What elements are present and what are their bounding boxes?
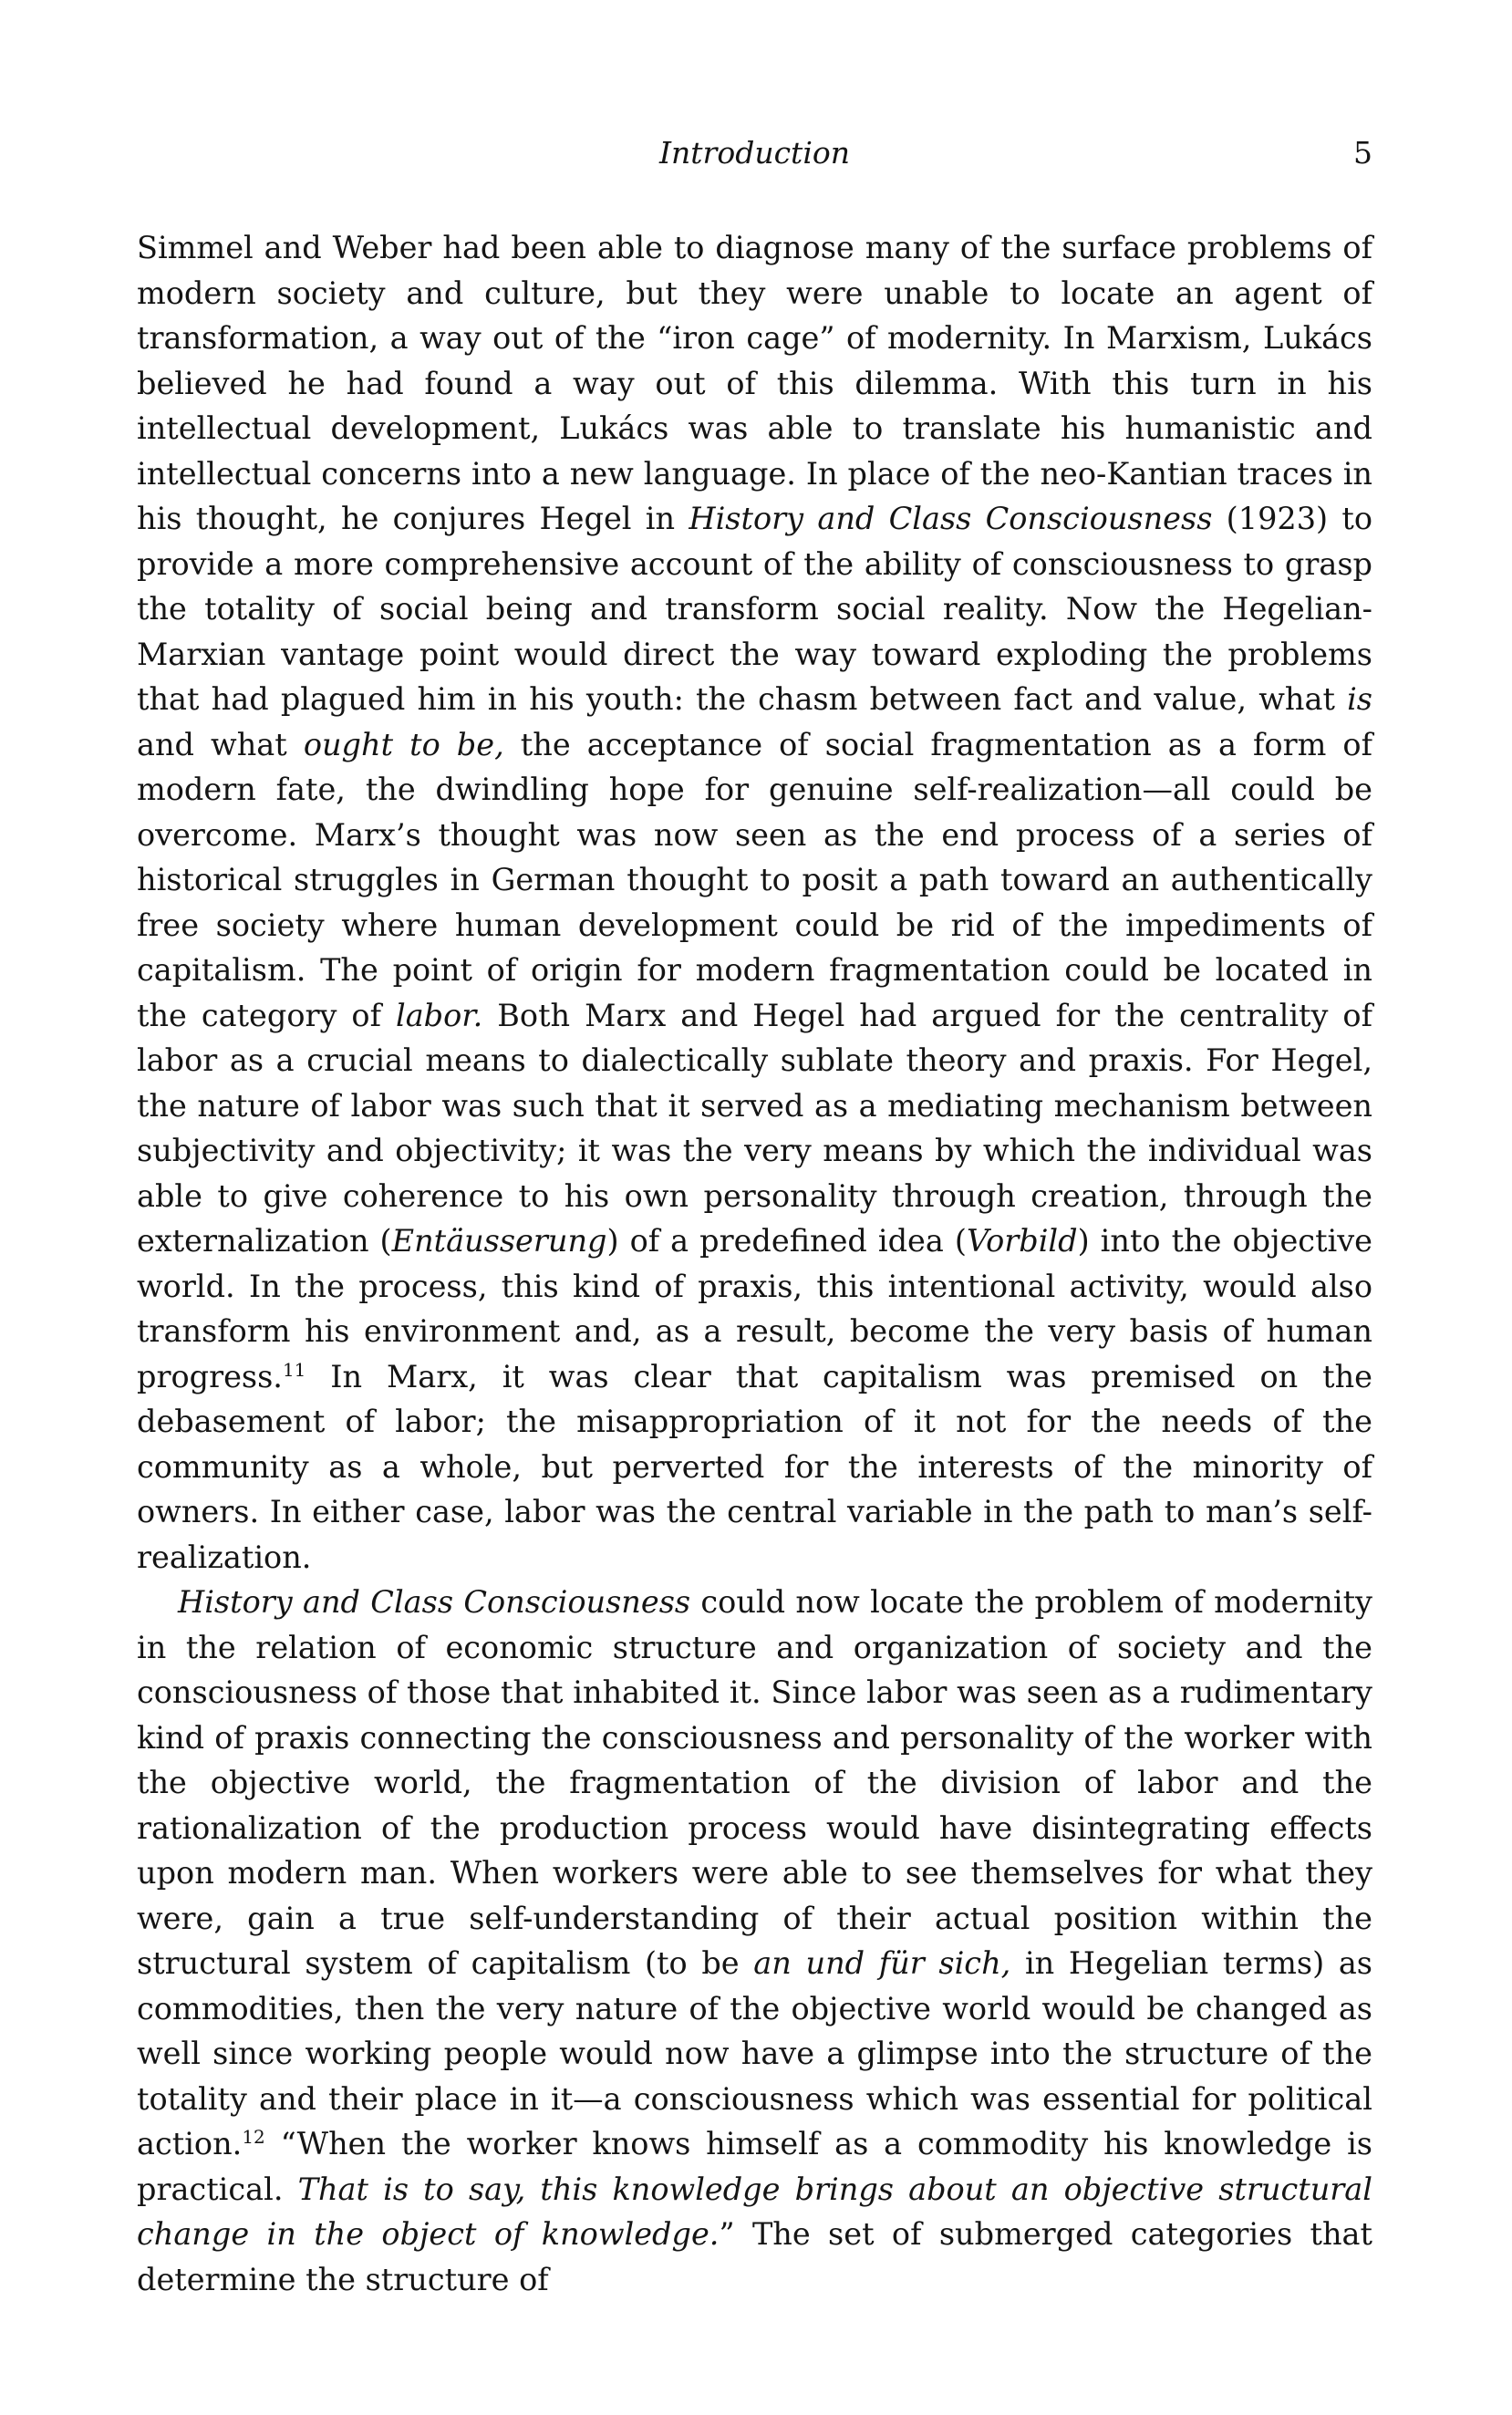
paragraph-2 bbox=[137, 1580, 1372, 2302]
text-run: Both Marx and Hegel had argued for the centrality of labor as a crucial means to dialectically sublate theory and praxis. For Hegel, the nature of labor was such that it served as a mediating mechanism between subjectivity and objectivity; it was the very means by which the individual was able to give coherence to his own personality through creation, through the externalization ( bbox=[137, 997, 1372, 1259]
paragraph-1 bbox=[137, 225, 1372, 1580]
italic-book-title: History and Class Consciousness bbox=[689, 501, 1213, 536]
italic-term: Entäusserung bbox=[391, 1223, 607, 1259]
text-run: “When the worker knows himself as a commodity his knowledge is practical. bbox=[137, 2126, 1372, 2207]
italic-term: is bbox=[1347, 681, 1372, 717]
text-run: ) of a predefined idea ( bbox=[606, 1223, 967, 1259]
italic-term: ought to be, bbox=[303, 726, 504, 762]
italic-term: Vorbild bbox=[966, 1223, 1078, 1259]
text-run: (1923) to provide a more comprehensive account of the ability of consciousness to grasp the totality of social being and transform social reality. Now the Hegelian-Marxian vantage point would direct the way toward exploding the problems that had plagued him in his youth: the chasm between fact and value, what bbox=[137, 501, 1372, 717]
italic-book-title: History and Class Consciousness bbox=[178, 1584, 691, 1620]
text-run: in Hegelian terms) as commodities, then the very nature of the objective world would be changed as well since working people would now have a glimpse into the structure of the totality and their place in it—a consciousness which was essential for political action. bbox=[137, 1945, 1372, 2161]
text-run: and what bbox=[137, 726, 304, 762]
footnote-ref-11: 11 bbox=[282, 1358, 306, 1381]
running-title: Introduction bbox=[659, 135, 850, 171]
page-number: 5 bbox=[1353, 135, 1372, 171]
footnote-ref-12: 12 bbox=[242, 2125, 265, 2148]
italic-term: an und für sich, bbox=[753, 1945, 1011, 1981]
text-run: could now locate the problem of modernity in the relation of economic structure and organization of society and the consciousness of those that inhabited it. Since labor was seen as a rudimentary kind of praxis connecting the consciousness and personality of the worker with the objective world, the fragmentation of the division of labor and the rationalization of the production process would have disintegrating effects upon modern man. When workers were able to see themselves for what they were, gain a true self-understanding of their actual position within the structural system of capitalism (to be bbox=[137, 1584, 1372, 1981]
body-text bbox=[137, 225, 1372, 2302]
text-run: In Marx, it was clear that capitalism was premised on the debasement of labor; the misappropriation of it not for the needs of the community as a whole, but perverted for the interests of the minority of owners. In either case, labor was the central variable in the path to man’s self-realization. bbox=[137, 1358, 1372, 1575]
text-run: ” The set of submerged categories that determine the structure of bbox=[137, 2216, 1372, 2297]
italic-term: labor. bbox=[396, 997, 483, 1033]
running-head bbox=[137, 135, 1372, 181]
text-run: ) into the objective world. In the process, this kind of praxis, this intentional activity, would also transform his environment and, as a result, become the very basis of human progress. bbox=[137, 1223, 1372, 1394]
text-run: the acceptance of social fragmentation as a form of modern fate, the dwindling hope for genuine self-realization—all could be overcome. Marx’s thought was now seen as the end process of a series of historical struggles in German thought to posit a path toward an authentically free society where human development could be rid of the impediments of capitalism. The point of origin for modern fragmentation could be located in the category of bbox=[137, 726, 1372, 1033]
italic-quotation: That is to say, this knowledge brings about an objective structural change in the object of knowledge. bbox=[137, 2171, 1372, 2252]
text-run: Simmel and Weber had been able to diagnose many of the surface problems of modern society and culture, but they were unable to locate an agent of transformation, a way out of the “iron cage” of modernity. In Marxism, Lukács believed he had found a way out of this dilemma. With this turn in his intellectual development, Lukács was able to translate his humanistic and intellectual concerns into a new language. In place of the neo-Kantian traces in his thought, he conjures Hegel in bbox=[137, 230, 1372, 536]
